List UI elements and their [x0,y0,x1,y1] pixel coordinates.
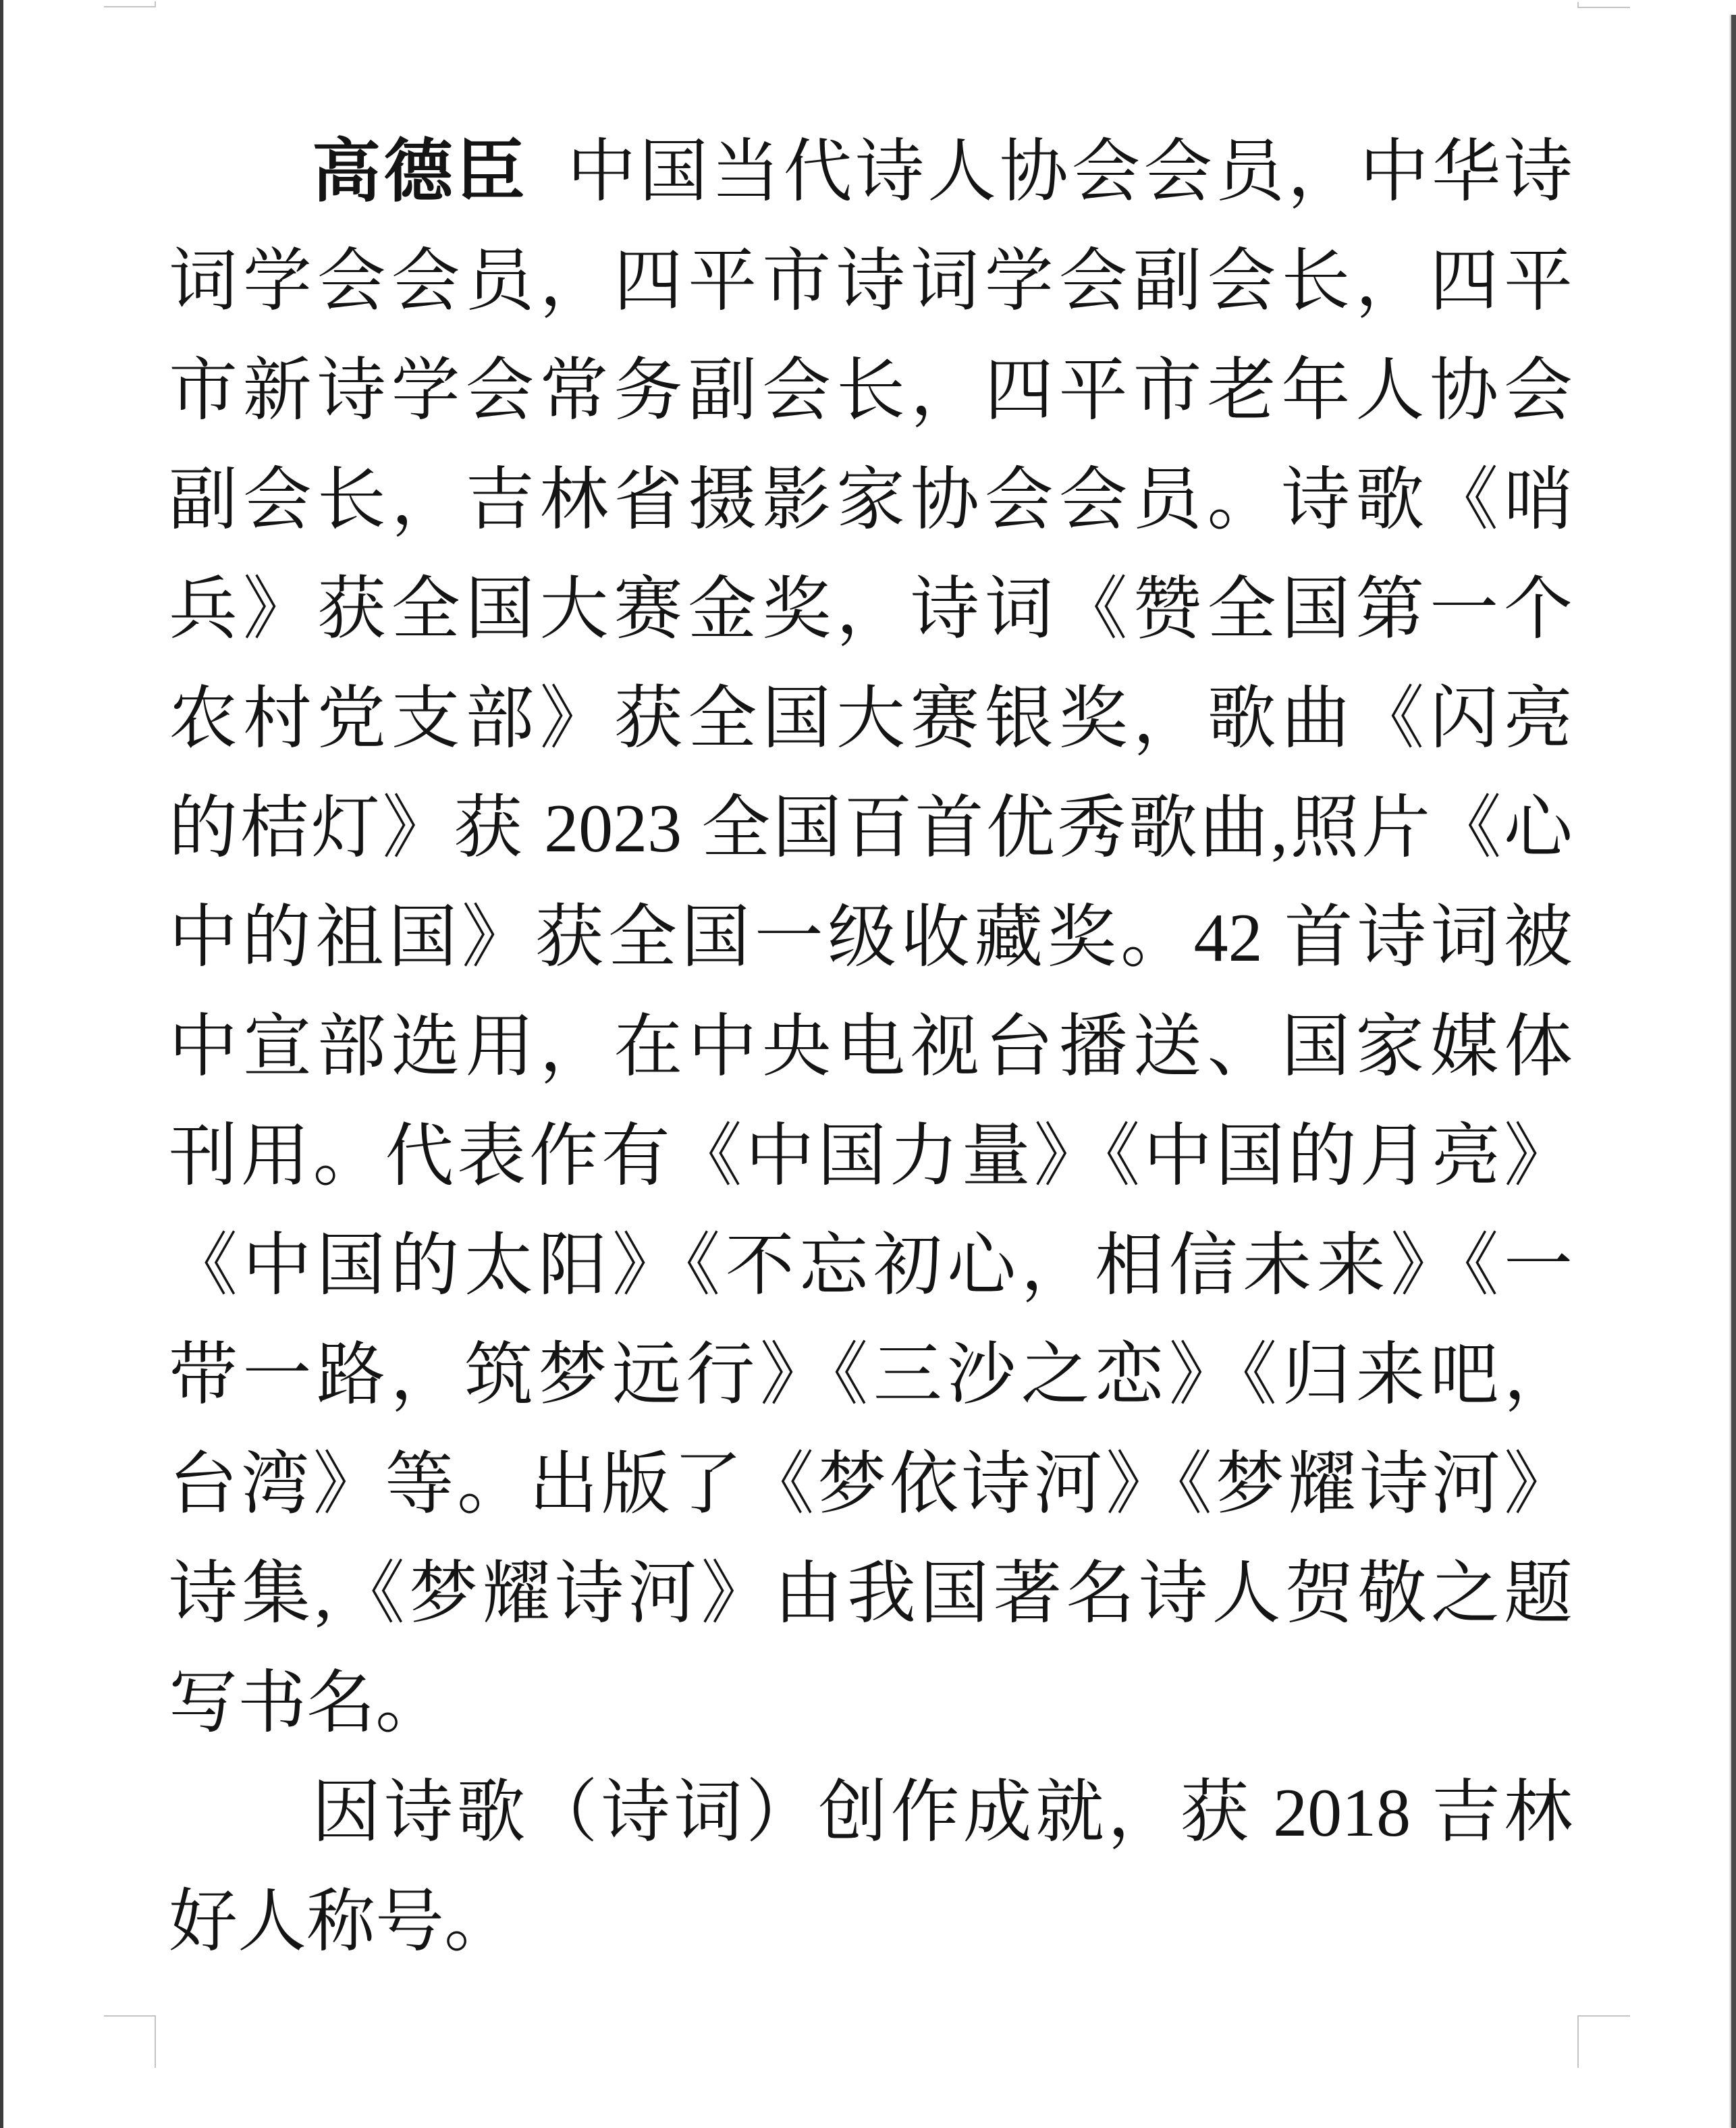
bio-line-10: 刊用。代表作有《中国力量》《中国的月亮》 [169,1119,1573,1195]
bio-line-1 [169,118,1573,228]
bio-line-15: 写书名。 [169,1666,444,1742]
bio-line-6: 农村党支部》获全国大赛银奖，歌曲《闪亮 [169,681,1573,757]
bio-line-16: 因诗歌（诗词）创作成就，获 2018 吉林 [312,1775,1573,1851]
bio-line-2: 词学会会员，四平市诗词学会副会长，四平 [169,244,1573,320]
scan-edge-left-line [0,0,3,2128]
bio-line-4: 副会长，吉林省摄影家协会会员。诗歌《哨 [169,462,1573,539]
scan-edge-right-line [1731,15,1736,2128]
author-name: 高德臣 [312,134,528,211]
biography-text-block [169,118,1573,1977]
bio-line-14: 诗集,《梦耀诗河》由我国著名诗人贺敬之题 [169,1556,1573,1632]
bio-line-12: 带一路，筑梦远行》《三沙之恋》《归来吧， [169,1337,1573,1414]
bio-line-13: 台湾》等。出版了《梦依诗河》《梦耀诗河》 [169,1447,1573,1523]
table-corner-mark-bottom-left [104,2015,156,2068]
bio-line-8: 中的祖国》获全国一级收藏奖。42 首诗词被 [169,900,1573,976]
table-corner-mark-top-right [1577,2,1630,8]
bio-line-17: 好人称号。 [169,1884,513,1961]
bio-line-3: 市新诗学会常务副会长，四平市老年人协会 [169,353,1573,429]
table-corner-mark-top-left [104,1,156,7]
bio-line-9: 中宣部选用，在中央电视台播送、国家媒体 [169,1009,1573,1086]
bio-line-1-text: 中国当代诗人协会会员，中华诗 [567,134,1573,211]
table-corner-mark-bottom-right [1577,2015,1630,2068]
bio-line-5: 兵》获全国大赛金奖，诗词《赞全国第一个 [169,572,1573,648]
bio-line-7: 的桔灯》获 2023 全国百首优秀歌曲,照片《心 [169,791,1573,867]
bio-line-11: 《中国的太阳》《不忘初心，相信未来》《一 [169,1228,1573,1304]
